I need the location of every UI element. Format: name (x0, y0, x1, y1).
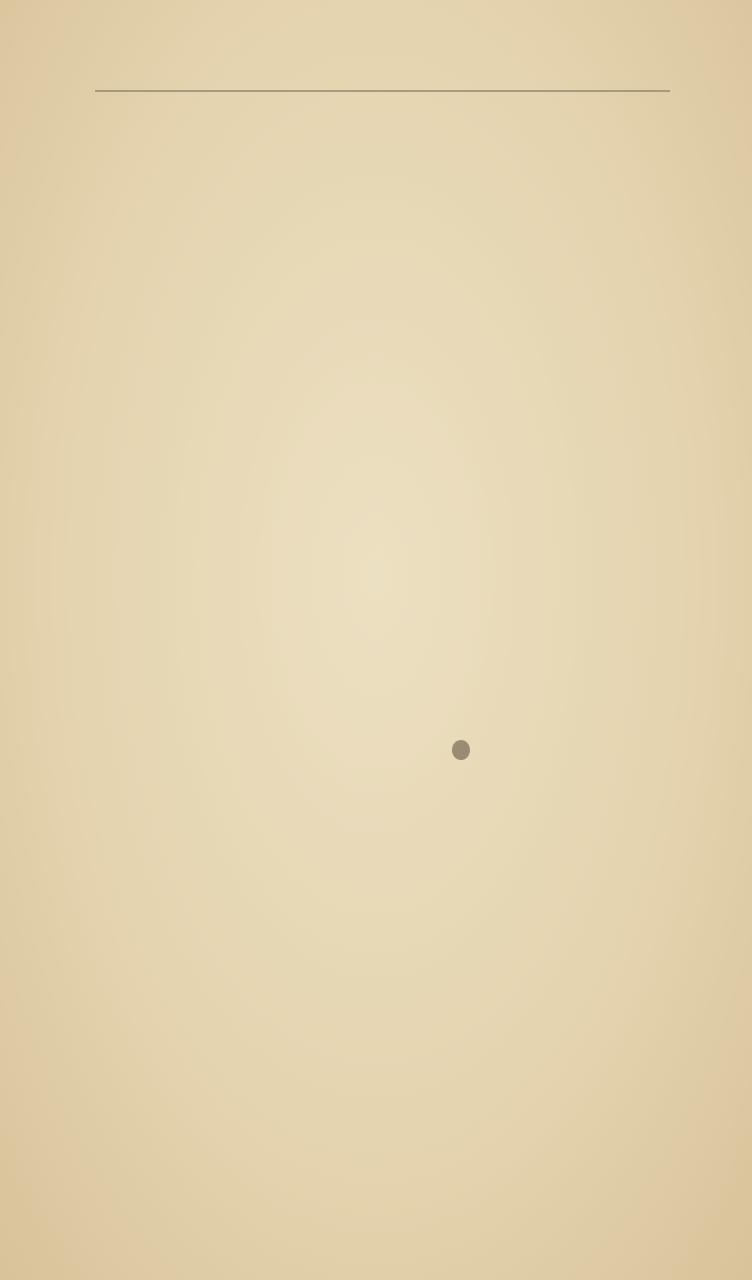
page-header (0, 72, 752, 112)
ink-stain (452, 740, 470, 760)
